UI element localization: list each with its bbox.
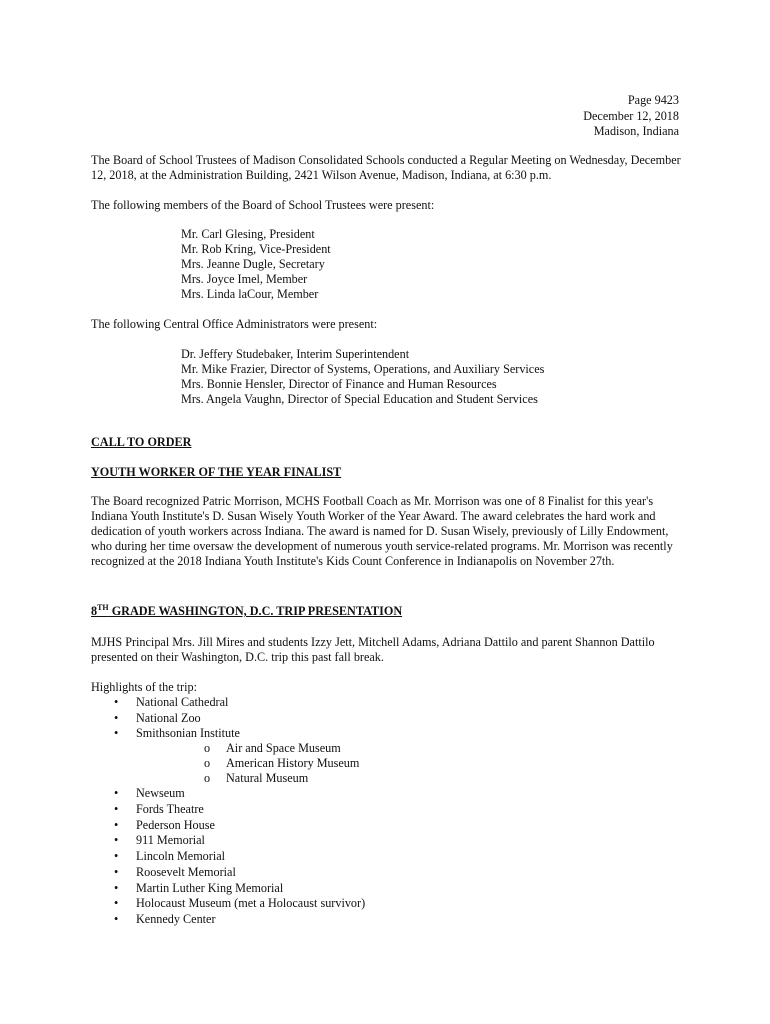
highlight-label: National Cathedral bbox=[136, 695, 229, 709]
trip-paragraph: MJHS Principal Mrs. Jill Mires and students Izzy Jett, Mitchell Adams, Adriana Dattilo and parent Shannon Dattilo presented on their Washington, D.C. trip this past fall break. bbox=[91, 635, 655, 664]
list-item bbox=[91, 865, 365, 881]
bullet-icon: • bbox=[114, 786, 119, 801]
sub-list-item bbox=[136, 741, 365, 756]
list-item bbox=[91, 711, 365, 727]
highlight-label: Holocaust Museum (met a Holocaust survivor) bbox=[136, 896, 366, 911]
circle-bullet-icon: o bbox=[204, 771, 211, 786]
highlight-label: Roosevelt Memorial bbox=[136, 864, 236, 879]
highlights-list bbox=[91, 695, 365, 928]
smithsonian-sublist bbox=[136, 741, 365, 786]
bullet-icon: • bbox=[114, 880, 119, 895]
intro-paragraph: The Board of School Trustees of Madison Consolidated Schools conducted a Regular Meeting on Wednesday, December 12, 2018, at the Administration Building, 2421 Wilson Avenue, Madison, Indiana, at 6:30 p.m. bbox=[91, 153, 681, 182]
board-member: Mrs. Jeanne Dugle, Secretary bbox=[181, 257, 325, 271]
highlight-label: Smithsonian Institute bbox=[136, 726, 240, 741]
members-intro: The following members of the Board of School Trustees were present: bbox=[91, 198, 435, 212]
bullet-icon: • bbox=[114, 849, 119, 864]
highlight-label: Lincoln Memorial bbox=[136, 849, 226, 864]
trip-heading bbox=[91, 604, 402, 619]
circle-bullet-icon: o bbox=[204, 756, 211, 771]
administrator: Mrs. Angela Vaughn, Director of Special Education and Student Services bbox=[181, 392, 538, 406]
board-member: Mrs. Linda laCour, Member bbox=[181, 287, 319, 301]
list-item bbox=[91, 912, 365, 928]
call-to-order-heading: CALL TO ORDER bbox=[91, 435, 192, 449]
list-item bbox=[91, 726, 365, 786]
list-item bbox=[91, 695, 365, 711]
bullet-icon: • bbox=[114, 802, 119, 817]
trip-heading-number: 8 bbox=[91, 604, 98, 618]
administrator: Mr. Mike Frazier, Director of Systems, Operations, and Auxiliary Services bbox=[181, 362, 545, 376]
administrator: Dr. Jeffery Studebaker, Interim Superintendent bbox=[181, 347, 410, 361]
highlight-label: Newseum bbox=[136, 786, 185, 801]
list-item bbox=[91, 896, 365, 912]
list-item bbox=[91, 833, 365, 849]
highlight-label: National Zoo bbox=[136, 710, 201, 725]
admins-intro: The following Central Office Administrators were present: bbox=[91, 317, 378, 331]
list-item bbox=[91, 881, 365, 897]
board-member: Mr. Carl Glesing, President bbox=[181, 227, 315, 241]
bullet-icon: • bbox=[114, 726, 119, 741]
bullet-icon: • bbox=[114, 833, 119, 848]
highlights-label: Highlights of the trip: bbox=[91, 680, 197, 694]
bullet-icon: • bbox=[114, 710, 119, 725]
trip-heading-title: GRADE WASHINGTON, D.C. TRIP PRESENTATION bbox=[108, 604, 403, 618]
board-members-list bbox=[181, 227, 331, 302]
page-header bbox=[583, 93, 679, 140]
page-number: Page 9423 bbox=[627, 93, 679, 107]
list-item bbox=[91, 849, 365, 865]
sub-item-label: Natural Museum bbox=[226, 771, 309, 786]
trip-heading-ordinal: TH bbox=[97, 603, 109, 612]
highlight-label: Kennedy Center bbox=[136, 911, 216, 926]
board-member: Mrs. Joyce Imel, Member bbox=[181, 272, 308, 286]
bullet-icon: • bbox=[114, 896, 119, 911]
list-item bbox=[91, 786, 365, 802]
list-item bbox=[91, 818, 365, 834]
bullet-icon: • bbox=[114, 695, 119, 709]
sub-list-item bbox=[136, 756, 365, 771]
bullet-icon: • bbox=[114, 817, 119, 832]
highlight-label: Martin Luther King Memorial bbox=[136, 880, 284, 895]
highlight-label: Fords Theatre bbox=[136, 802, 204, 817]
bullet-icon: • bbox=[114, 864, 119, 879]
meeting-location: Madison, Indiana bbox=[593, 124, 679, 138]
highlight-label: Pederson House bbox=[136, 817, 215, 832]
bullet-icon: • bbox=[114, 911, 119, 926]
sub-list-item bbox=[136, 771, 365, 786]
administrator: Mrs. Bonnie Hensler, Director of Finance and Human Resources bbox=[181, 377, 497, 391]
youth-worker-heading: YOUTH WORKER OF THE YEAR FINALIST bbox=[91, 465, 342, 479]
sub-item-label: Air and Space Museum bbox=[226, 741, 341, 756]
sub-item-label: American History Museum bbox=[226, 756, 360, 771]
meeting-date: December 12, 2018 bbox=[583, 108, 679, 123]
board-member: Mr. Rob Kring, Vice-President bbox=[181, 242, 331, 256]
youth-worker-paragraph: The Board recognized Patric Morrison, MCHS Football Coach as Mr. Morrison was one of 8 Finalist for this year's Indiana Youth Institute's D. Susan Wisely Youth Worker of the Year Award. The award celebrates the hard work and dedication of youth workers across Indiana. The award is named for D. Susan Wisely, previously of Lilly Endowment, who during her time oversaw the development of numerous youth service-related programs. Mr. Morrison was recently recognized at the 2018 Indiana Youth Institute's Kids Count Conference in Indianapolis on November 27th. bbox=[91, 494, 673, 568]
highlight-label: 911 Memorial bbox=[136, 833, 205, 848]
list-item bbox=[91, 802, 365, 818]
administrators-list bbox=[181, 347, 544, 407]
circle-bullet-icon: o bbox=[204, 741, 211, 756]
